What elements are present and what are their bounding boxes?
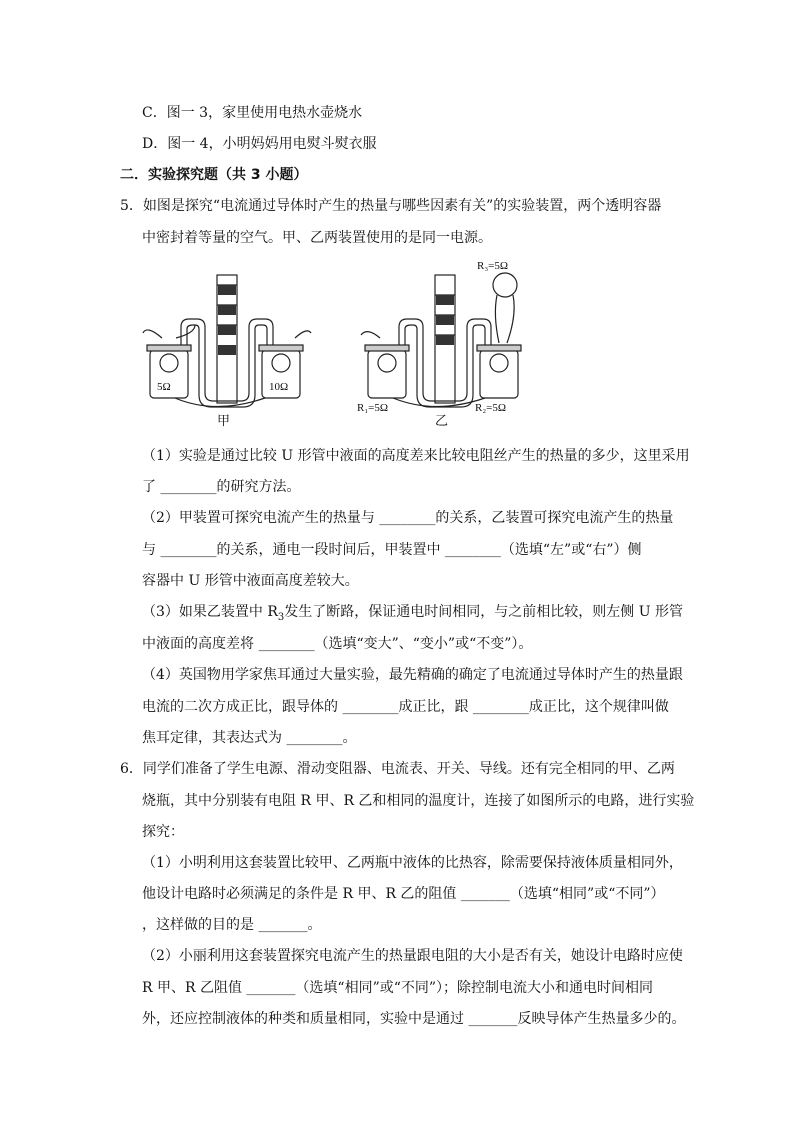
- q5-p1-line-2: 了 ________的研究方法。: [142, 479, 301, 495]
- q6-p2-line-1: （2）小丽利用这套装置探究电流产生的热量跟电阻的大小是否有关，她设计电路时应使: [142, 948, 683, 964]
- q5-p2-line-3: 容器中 U 形管中液面高度差较大。: [142, 573, 359, 589]
- yi-r2-label: R₂=5Ω: [475, 402, 507, 414]
- jia-left-resistance-label: 5Ω: [157, 381, 171, 393]
- q5-p4-line-3: 焦耳定律，其表达式为 ________。: [142, 730, 357, 746]
- q6-p1-line-1: （1）小明利用这套装置比较甲、乙两瓶中液体的比热容，除需要保持液体质量相同外，: [142, 855, 683, 871]
- q5-p3-line-2: 中液面的高度差将 ________（选填“变大”、“变小”或“不变”）。: [142, 636, 533, 652]
- yi-r1-label: R₁=5Ω: [357, 402, 389, 414]
- q5-p3-line-1: [142, 602, 683, 628]
- jia-label: 甲: [217, 413, 231, 428]
- yi-r3-label: R₃=5Ω: [477, 260, 509, 272]
- q6-p1-line-3: ，这样做的目的是 _______。: [142, 917, 322, 933]
- q5-p3-subscript: 3: [277, 611, 285, 623]
- q5-p2-line-1: （2）甲装置可探究电流产生的热量与 ________的关系，乙装置可探究电流产生的热量: [142, 510, 674, 526]
- q5-stem-1: 5．如图是探究“电流通过导体时产生的热量与哪些因素有关”的实验装置，两个透明容器: [120, 198, 662, 214]
- joule-apparatus-figure: [135, 255, 535, 430]
- option-d: D．图一 4，小明妈妈用电熨斗熨衣服: [142, 136, 377, 152]
- q6-stem-2: 烧瓶，其中分别装有电阻 R 甲、R 乙和相同的温度计，连接了如图所示的电路，进行实验: [142, 793, 695, 809]
- section-title: 二．实验探究题（共 3 小题）: [120, 167, 308, 183]
- q6-stem-1: 6．同学们准备了学生电源、滑动变阻器、电流表、开关、导线。还有完全相同的甲、乙两: [120, 761, 675, 777]
- apparatus-diagram: [135, 255, 535, 430]
- q6-p2-line-2: R 甲、R 乙阻值 _______（选填“相同”或“不同”）；除控制电流大小和通电时间相同: [142, 980, 654, 996]
- option-c: C．图一 3，家里使用电热水壶烧水: [142, 105, 363, 121]
- q6-stem-3: 探究：: [142, 824, 184, 840]
- q6-p2-line-3: 外，还应控制液体的种类和质量相同，实验中是通过 _______反映导体产生热量多少的。: [142, 1011, 686, 1027]
- q5-p4-line-2: 电流的二次方成正比，跟导体的 ________成正比，跟 ________成正比，这个规律叫做: [142, 699, 669, 715]
- q5-p4-line-1: （4）英国物用学家焦耳通过大量实验，最先精确的确定了电流通过导体时产生的热量跟: [142, 667, 683, 683]
- q6-p1-line-2: 他设计电路时必须满足的条件是 R 甲、R 乙的阻值 _______（选填“相同”或“不同”）: [142, 886, 665, 902]
- jia-right-resistance-label: 10Ω: [269, 381, 289, 393]
- q5-p3-pre: （3）如果乙装置中 R: [142, 604, 278, 620]
- q5-stem-2: 中密封着等量的空气。甲、乙两装置使用的是同一电源。: [142, 230, 492, 246]
- yi-label: 乙: [435, 413, 449, 428]
- q5-p1-line-1: （1）实验是通过比较 U 形管中液面的高度差来比较电阻丝产生的热量的多少，这里采用: [142, 448, 690, 464]
- q5-p2-line-2: 与 ________的关系，通电一段时间后，甲装置中 ________（选填“左”或“右”）侧: [142, 542, 642, 558]
- q5-p3-post: 发生了断路，保证通电时间相同，与之前相比较，则左侧 U 形管: [284, 604, 683, 620]
